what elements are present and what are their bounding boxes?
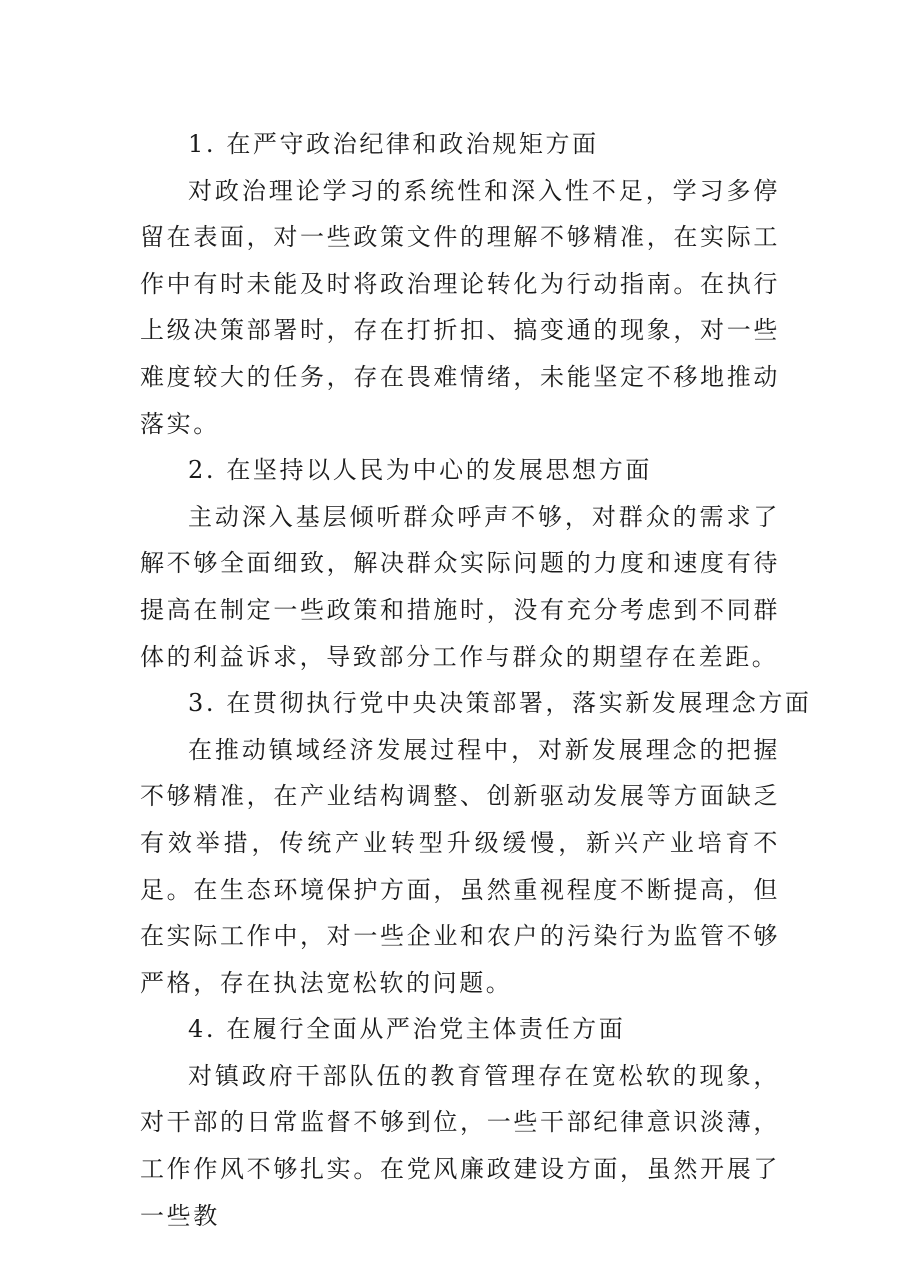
- section-body-3: 在推动镇域经济发展过程中，对新发展理念的把握不够精准，在产业结构调整、创新驱动发展等方面缺乏有效举措，传统产业转型升级缓慢，新兴产业培育不足。在生态环境保护方面，虽然重视程度不断提高，但在实际工作中，对一些企业和农户的污染行为监管不够严格，存在执法宽松软的问题。: [140, 735, 780, 997]
- section-heading-1: 1. 在严守政治纪律和政治规矩方面: [188, 130, 599, 158]
- document-content: [140, 121, 812, 1239]
- section-body-1: 对政治理论学习的系统性和深入性不足，学习多停留在表面，对一些政策文件的理解不够精准，在实际工作中有时未能及时将政治理论转化为行动指南。在执行上级决策部署时，存在打折扣、搞变通的现象，对一些难度较大的任务，存在畏难情绪，未能坚定不移地推动落实。: [140, 176, 780, 438]
- section-heading-3: 3. 在贯彻执行党中央决策部署，落实新发展理念方面: [188, 689, 812, 718]
- section-body-4: 对镇政府干部队伍的教育管理存在宽松软的现象，对干部的日常监督不够到位，一些干部纪律意识淡薄，工作作风不够扎实。在党风廉政建设方面，虽然开展了一些教: [140, 1061, 780, 1230]
- section-body-2: 主动深入基层倾听群众呼声不够，对群众的需求了解不够全面细致，解决群众实际问题的力度和速度有待提高在制定一些政策和措施时，没有充分考虑到不同群体的利益诉求，导致部分工作与群众的期望存在差距。: [140, 502, 780, 671]
- section-heading-2: 2. 在坚持以人民为中心的发展思想方面: [188, 456, 652, 485]
- section-heading-4: 4. 在履行全面从严治党主体责任方面: [188, 1015, 626, 1044]
